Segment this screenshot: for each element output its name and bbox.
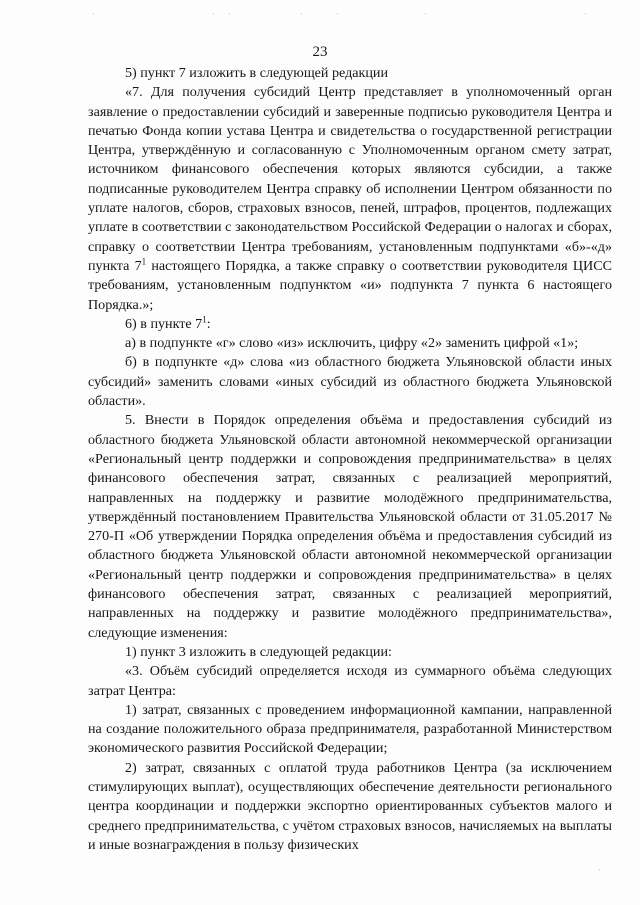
scan-speck: · <box>424 10 427 20</box>
paragraph: 5) пункт 7 изложить в следующей редакции <box>125 65 389 81</box>
scan-speck: · <box>598 866 601 876</box>
scan-speck: · <box>300 10 303 20</box>
paragraph: «7. Для получения субсидий Центр представляет в уполномоченный орган заявление о предоставлении субсидий и заверенные подписью руководителя Центра и печатью Фонда копии устава Центра и свидетельства о государственной регистрации Центра, утверждённую и согласованную с Уполномоченным органом смету затрат, источником финансового обеспечения которых являются субсидии, а также подписанные руководителем Центра справку об исполнении Центром обязанности по уплате налогов, сборов, страховых взносов, пеней, штрафов, процентов, подлежащих уплате в соответствии с законодательством Российской Федерации о налогах и сборах, справку о соответствии Центра требованиям, установленным подпунктами «б»-«д» пункта $7^1$ настоящего Порядка, а также справку о соответствии руководителя ЦИСС требованиям, установленным подпунктом «и» подпункта 7 пункта 6 настоящего Порядка.»; <box>88 84 613 313</box>
paragraph: 6) в пункте $7^1$: <box>125 314 211 332</box>
scan-speck: · <box>212 10 215 20</box>
scan-speck: · <box>92 10 95 20</box>
paragraph: а) в подпункте «г» слово «из» исключить, цифру «2» заменить цифрой «1»; <box>125 335 579 352</box>
scan-speck: · <box>336 10 339 20</box>
paragraph: «3. Объём субсидий определяется исходя из суммарного объёма следующих затрат Центра: <box>88 663 612 699</box>
paragraph: 5. Внести в Порядок определения объёма и предоставления субсидий из областного бюджета Ульяновской области автономной некоммерческой организации «Региональный центр поддержки и сопровождения предпринимательства» в целях финансового обеспечения затрат, связанных с реализацией мероприятий, направленных на поддержку и развитие молодёжного предпринимательства, утверждённый постановлением Правительства Ульяновской области от 31.05.2017 № 270-П «Об утверждении Порядка определения объёма и предоставления субсидий из областного бюджета Ульяновской области автономной некоммерческой организации «Региональный центр поддержки и сопровождения предпринимательства» в целях финансового обеспечения затрат, связанных с реализацией мероприятий, направленных на поддержку и развитие молодёжного предпринимательства», следующие изменения: <box>88 412 612 641</box>
paragraph: 2) затрат, связанных с оплатой труда работников Центра (за исключением стимулирующих выплат), осуществляющих обеспечение деятельности регионального центра координации и поддержки экспортно ориентированных субъектов малого и среднего предпринимательства, с учётом страховых взносов, начисляемых на выплаты и иные вознаграждения в пользу физических <box>88 759 612 853</box>
paragraph: 1) затрат, связанных с проведением информационной кампании, направленной на создание положительного образа предпринимателя, разработанной Министерством экономического развития Российской Федерации; <box>88 701 612 757</box>
paragraph: б) в подпункте «д» слова «из областного бюджета Ульяновской области иных субсидий» заменить словами «иных субсидий из областного бюджета Ульяновской области». <box>88 354 612 410</box>
page-number: 23 <box>312 44 328 60</box>
paragraph: 1) пункт 3 изложить в следующей редакции: <box>125 643 392 660</box>
scan-speck: · <box>228 10 231 20</box>
scan-speck: · <box>584 10 587 20</box>
document-body <box>88 64 612 855</box>
